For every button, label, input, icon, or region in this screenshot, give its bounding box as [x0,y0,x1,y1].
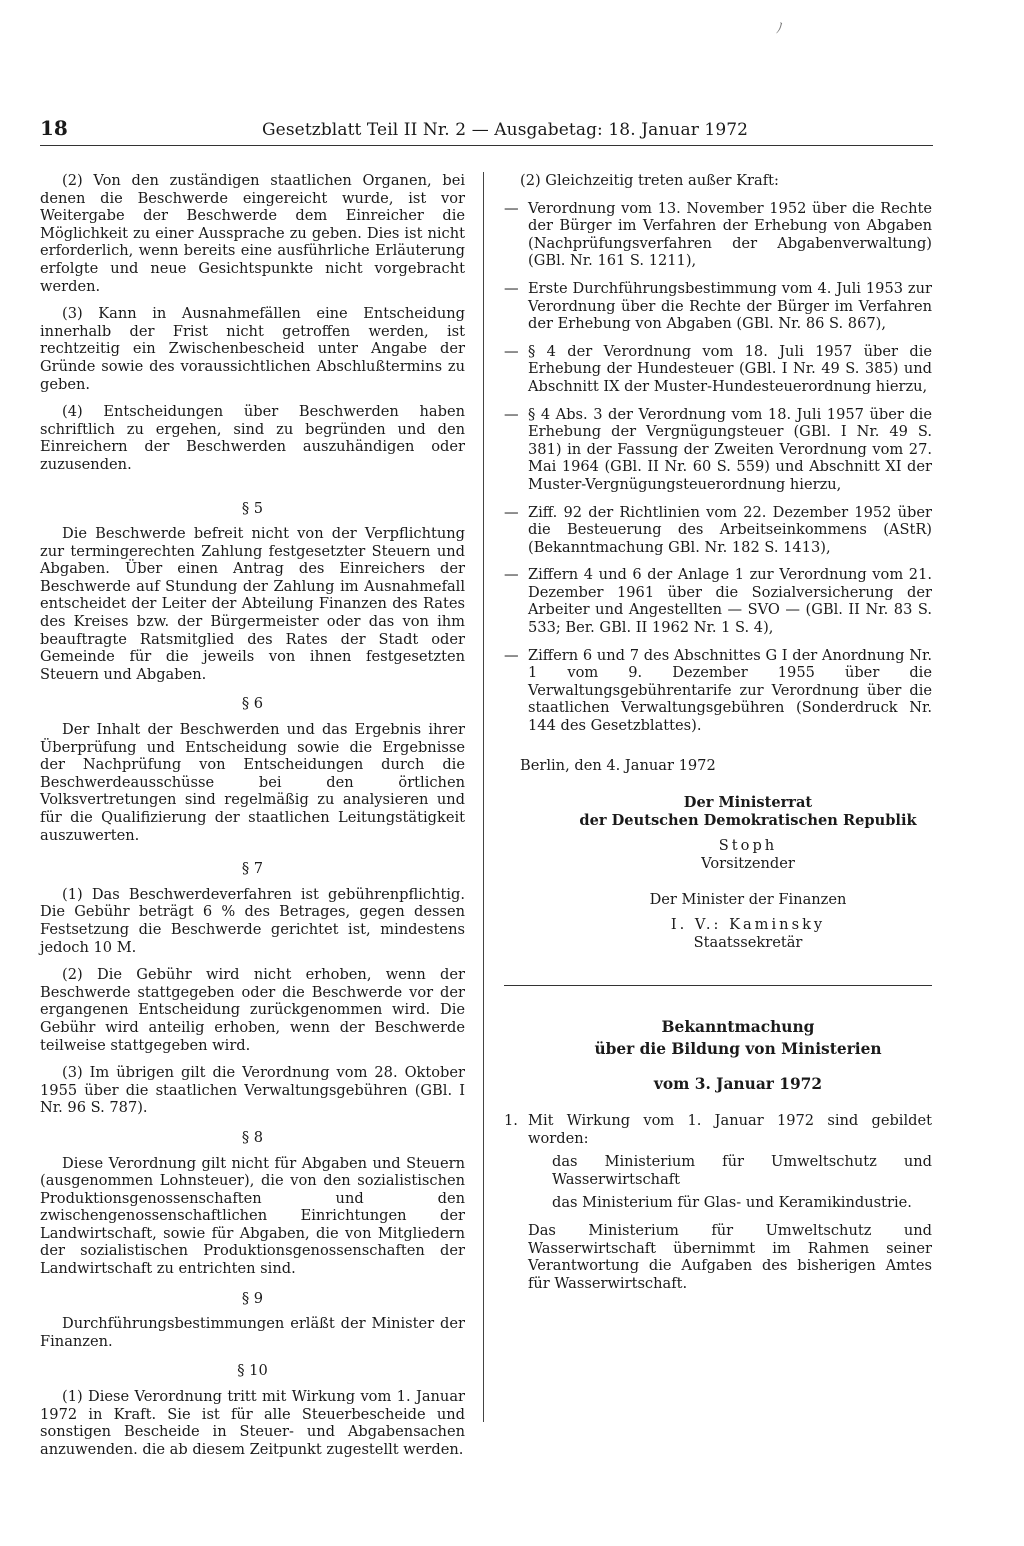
section-8-title: § 8 [241,1128,264,1146]
list-item-text: Verordnung vom 13. November 1952 über die Rechte der Bürger im Verfahren der Erhebung von Abgaben (Nachprüfungsverfahren der Abgabenverwaltung) (GBl. Nr. 161 S. 1211), [528,199,932,270]
dash-mark: — [504,342,519,360]
header-title: Gesetzblatt Teil II Nr. 2 — Ausgabetag: 18. Januar 1972 [262,120,749,140]
section-7-title: § 7 [241,860,264,878]
right-column [504,172,932,1292]
list-item [504,504,932,557]
list-item-text: Ziffern 6 und 7 des Abschnittes G I der Anordnung Nr. 1 vom 9. Dezember 1955 über die Verwaltungsgebührentarife zur Verordnung über die staatlichen Verwaltungsgebühren (Sonderdruck Nr. 144 des Gesetzblattes). [528,646,932,735]
page-number: 18 [40,116,68,140]
list-item-text: § 4 Abs. 3 der Verordnung vom 18. Juli 1957 über die Erhebung der Vergnügungsteuer (GBl. I Nr. 49 S. 381) in der Fassung der Zweiten Verordnung vom 27. Mai 1964 (GBl. II Nr. 60 S. 559) und Abschnitt XI der Muster-Vergnügungsteuerordnung hierzu, [528,405,932,493]
section-rule [504,985,932,986]
list-item [504,343,932,396]
page-header [40,116,933,140]
signatory-name: I. V.: Kaminsky [670,916,826,934]
right-paragraph-2: (2) Gleichzeitig treten außer Kraft: [520,172,779,189]
signatory-name: Stoph [718,837,778,855]
section-7-paragraph-1: (1) Das Beschwerdeverfahren ist gebührenpflichtig. Die Gebühr beträgt 6 % des Betrages, gegen dessen Festsetzung die Beschwerde gerichtet ist, mindestens jedoch 10 M. [40,885,465,956]
header-rule [40,145,933,146]
left-column [40,172,465,1468]
section-9-title: § 9 [241,1289,264,1307]
repealed-list [504,200,932,735]
section-5-text: Die Beschwerde befreit nicht von der Verpflichtung zur termingerechten Zahlung festgesetzter Steuern und Abgaben. Über einen Antrag des Einreichers der Beschwerde auf Stundung der Zahlung im Ausnahmefall entscheidet der Leiter der Abteilung Finanzen des Rates des Kreises bzw. der Bürgermeister oder das von ihm beauftragte Ratsmitglied des Rates der Stadt oder Gemeinde für die jeweils von ihnen festgesetzten Steuern und Abgaben. [40,525,465,683]
dash-mark: — [504,279,519,297]
section-5-title: § 5 [241,499,264,517]
left-paragraph-4: (4) Entscheidungen über Beschwerden haben schriftlich zu ergehen, sind zu begründen und den Einreichern der Beschwerden auszuhändigen oder zuzusenden. [40,403,465,473]
section-9-text: Durchführungsbestimmungen erläßt der Minister der Finanzen. [40,1315,465,1350]
notice-title-line-1: Bekanntmachung [661,1018,815,1037]
signature-finance [564,891,932,952]
section-7-paragraph-2: (2) Die Gebühr wird nicht erhoben, wenn der Beschwerde stattgegeben oder die Beschwerde vor der ergangenen Entscheidung zurückgenommen wird. Die Gebühr wird anteilig erhoben, wenn der Beschwerde teilweise stattgegeben wird. [40,966,465,1054]
list-item [504,406,932,494]
section-10-text: (1) Diese Verordnung tritt mit Wirkung vom 1. Januar 1972 in Kraft. Sie ist für alle Steuerbescheide und sonstigen Bescheide in Steuer- und Abgabensachen anzuwenden. die ab diesem Zeitpunkt zugestellt werden. [40,1388,465,1458]
ministry-item: das Ministerium für Glas- und Keramikindustrie. [552,1194,912,1212]
list-item-text: Erste Durchführungsbestimmung vom 4. Juli 1953 zur Verordnung über die Rechte der Bürger im Verfahren der Erhebung von Abgaben (GBl. Nr. 86 S. 867), [528,279,932,333]
organization-line-1: Der Ministerrat [683,794,813,812]
list-item-text: § 4 der Verordnung vom 18. Juli 1957 über die Erhebung der Hundesteuer (GBl. I Nr. 49 S. 385) und Abschnitt IX der Muster-Hundesteuerordnung hierzu, [528,342,932,395]
ministry-item: das Ministerium für Umweltschutz und Wasserwirtschaft [552,1153,932,1188]
dash-mark: — [504,566,519,584]
dash-mark: — [504,405,519,423]
dash-mark: — [504,199,519,217]
notice-title [544,1016,932,1060]
section-10-title: § 10 [237,1362,268,1380]
list-item [504,280,932,333]
signatory-organization [564,794,932,829]
notice-title-line-2: über die Bildung von Ministerien [594,1040,882,1059]
item-text: Mit Wirkung vom 1. Januar 1972 sind gebildet worden: [528,1111,932,1147]
signatory-role: Staatssekretär [693,933,803,951]
list-item [504,200,932,270]
list-item [504,566,932,636]
place-date: Berlin, den 4. Januar 1972 [520,756,716,774]
list-item-text: Ziff. 92 der Richtlinien vom 22. Dezember 1952 über die Besteuerung des Arbeitseinkommens (AStR) (Bekanntmachung GBl. Nr. 182 S. 1413), [528,503,932,556]
dash-mark: — [504,503,519,521]
minister-title: Der Minister der Finanzen [649,890,847,908]
section-6-text: Der Inhalt der Beschwerden und das Ergebnis ihrer Überprüfung und Entscheidung sowie die Ergebnisse der Nachprüfung von Entscheidungen durch die Beschwerdeausschüsse bei den örtlichen Volksvertretungen sind regelmäßig zu analysieren und für die Qualifizierung der staatlichen Leitungstätigkeit auszuwerten. [40,721,465,844]
list-item [504,647,932,735]
section-7-paragraph-3: (3) Im übrigen gilt die Verordnung vom 28. Oktober 1955 über die staatlichen Verwaltungsgebühren (GBl. I Nr. 96 S. 787). [40,1064,465,1117]
numbered-item [504,1112,932,1147]
item-number: 1. [504,1111,518,1129]
left-paragraph-2: (2) Von den zuständigen staatlichen Organen, bei denen die Beschwerde eingereicht wurde, ist vor Weitergabe der Beschwerde dem Einreicher die Möglichkeit zu einer Aussprache zu geben. Dies ist nicht erforderlich, wenn bereits eine ausführliche Erläuterung erfolgte und neue Gesichtspunkte nicht vorgebracht werden. [40,172,465,295]
left-paragraph-3: (3) Kann in Ausnahmefällen eine Entscheidung innerhalb der Frist nicht getroffen werden, ist rechtzeitig ein Zwischenbescheid unter Angabe der Gründe sowie des voraussichtlichen Abschlußtermins zu geben. [40,305,465,393]
signatory-role: Vorsitzender [701,855,795,872]
list-item-text: Ziffern 4 und 6 der Anlage 1 zur Verordnung vom 21. Dezember 1961 über die Sozialversicherung der Arbeiter und Angestellten — SVO — (GBl. II Nr. 83 S. 533; Ber. GBl. II 1962 Nr. 1 S. 4), [528,566,932,637]
organization-line-2: der Deutschen Demokratischen Republik [579,811,917,829]
notice-date: vom 3. Januar 1972 [653,1075,823,1094]
section-6-title: § 6 [241,695,264,713]
section-8-text: Diese Verordnung gilt nicht für Abgaben und Steuern (ausgenommen Lohnsteuer), die von den sozialistischen Produktionsgenossenschaften und den zwischengenossenschaftlichen Einrichtungen der Landwirtschaft, sowie für Abgaben, die von Mitgliedern der sozialistischen Produktionsgenossenschaften der Landwirtschaft zu entrichten sind. [40,1154,465,1278]
page-corner-mark: ﾉ [776,21,783,37]
column-divider [483,172,484,1422]
signature-chair [564,837,932,872]
dash-mark: — [504,646,519,664]
closing-paragraph: Das Ministerium für Umweltschutz und Wasserwirtschaft übernimmt im Rahmen seiner Verantwortung die Aufgaben des bisherigen Amtes für Wasserwirtschaft. [528,1221,932,1292]
